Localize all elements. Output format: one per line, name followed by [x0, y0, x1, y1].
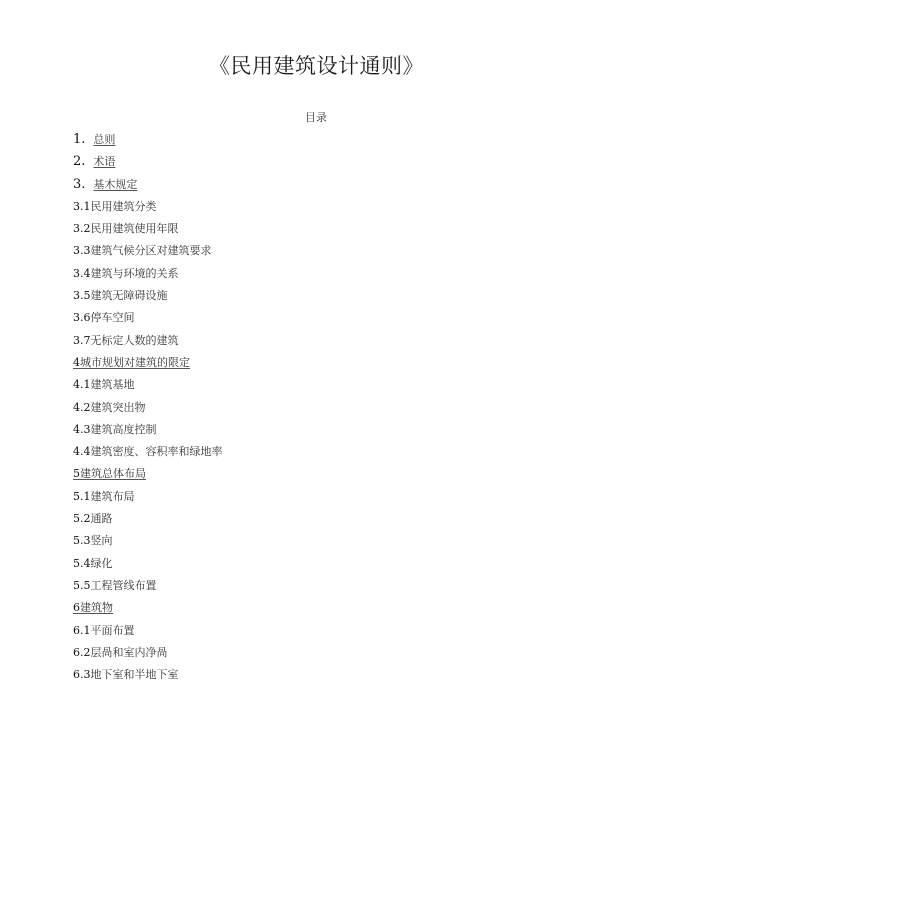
toc-item-1[interactable] — [73, 131, 223, 153]
toc-item-number: 6 — [73, 601, 80, 615]
toc-item-5-4 — [73, 555, 223, 577]
toc-item-4-1 — [73, 376, 223, 398]
toc-item-3-2 — [73, 220, 223, 242]
toc-item-5-5 — [73, 577, 223, 599]
toc-item-3-7 — [73, 332, 223, 354]
toc-item-3-3 — [73, 242, 223, 264]
toc-item-4-3 — [73, 421, 223, 443]
toc-item-label: 地下室和半地下室 — [90, 668, 179, 682]
toc-item-label: 通路 — [90, 512, 113, 526]
toc-item-6-3 — [73, 666, 223, 688]
toc-item-number: 3.4 — [73, 266, 91, 280]
toc-item-3[interactable] — [73, 176, 223, 198]
toc-item-2[interactable] — [73, 153, 223, 175]
toc-item-number: 5 — [73, 467, 80, 481]
toc-item-number: 5.1 — [73, 489, 91, 503]
toc-item-label: 民用建筑使用年限 — [90, 222, 179, 236]
toc-item-label: 绿化 — [90, 556, 113, 570]
toc-item-label: 建筑密度、容积率和绿地率 — [90, 445, 223, 459]
toc-item-number: 5.3 — [73, 534, 91, 548]
toc-item-3-5 — [73, 287, 223, 309]
toc-item-5-3 — [73, 532, 223, 554]
toc-item-label: 工程管线布置 — [90, 578, 157, 592]
toc-heading: 目录 — [305, 111, 327, 124]
toc-item-number: 4.4 — [73, 445, 91, 459]
toc-item-number: 3. — [73, 176, 86, 192]
toc-item-4-2 — [73, 399, 223, 421]
toc-item-link[interactable]: 基木规定 — [93, 177, 138, 191]
toc-item-number: 1. — [73, 132, 86, 147]
toc-item-link[interactable]: 总则 — [93, 133, 116, 146]
toc-item-number: 3.1 — [73, 199, 91, 213]
toc-item-link[interactable]: 术语 — [93, 155, 116, 169]
toc-item-link[interactable]: 建筑总体布局 — [80, 467, 146, 481]
toc-item-link[interactable]: 城市规划对建筑的限定 — [80, 355, 190, 369]
toc-item-6-1 — [73, 622, 223, 644]
toc-item-label: 无标定人数的建筑 — [90, 333, 179, 347]
document-title: 《民用建筑设计通则》 — [209, 54, 424, 78]
toc-item-number: 2. — [73, 154, 86, 170]
toc-item-3-4 — [73, 265, 223, 287]
toc-item-number: 3.6 — [73, 311, 91, 325]
toc-item-number: 5.5 — [73, 578, 91, 592]
toc-item-label: 平面布置 — [90, 623, 135, 637]
toc-item-number: 5.4 — [73, 556, 91, 570]
toc-item-6[interactable] — [73, 599, 223, 621]
toc-item-link[interactable]: 建筑物 — [80, 601, 113, 615]
toc-item-number: 4.3 — [73, 422, 91, 436]
toc-item-4-4 — [73, 443, 223, 465]
toc-item-number: 5.2 — [73, 512, 91, 526]
toc-item-label: 建筑气候分区对建筑要求 — [90, 244, 212, 258]
toc-item-3-1 — [73, 198, 223, 220]
toc-item-6-2 — [73, 644, 223, 666]
toc-item-label: 建筑布局 — [90, 489, 135, 503]
table-of-contents — [73, 131, 223, 688]
toc-item-3-6 — [73, 309, 223, 331]
toc-item-label: 层咼和室内净咼 — [90, 645, 168, 659]
toc-item-5[interactable] — [73, 465, 223, 487]
toc-item-label: 民用建筑分类 — [90, 199, 157, 213]
toc-item-number: 4.2 — [73, 400, 91, 414]
toc-item-number: 3.7 — [73, 333, 91, 347]
toc-item-5-1 — [73, 488, 223, 510]
toc-item-number: 3.3 — [73, 244, 91, 258]
toc-item-label: 建筑突出物 — [90, 400, 146, 414]
toc-item-label: 停车空间 — [90, 311, 135, 325]
toc-item-number: 4 — [73, 355, 80, 369]
toc-item-number: 3.5 — [73, 289, 91, 303]
toc-item-label: 建筑基地 — [90, 378, 135, 392]
toc-item-label: 建筑无障碍设施 — [90, 289, 168, 303]
toc-item-label: 竖向 — [90, 534, 113, 548]
toc-item-label: 建筑高度控制 — [90, 422, 157, 436]
toc-item-number: 6.1 — [73, 623, 91, 637]
toc-item-5-2 — [73, 510, 223, 532]
toc-item-4[interactable] — [73, 354, 223, 376]
toc-item-number: 6.2 — [73, 645, 91, 659]
toc-item-label: 建筑与环境的关系 — [90, 266, 179, 280]
toc-item-number: 4.1 — [73, 378, 91, 392]
toc-item-number: 6.3 — [73, 668, 91, 682]
toc-item-number: 3.2 — [73, 222, 91, 236]
